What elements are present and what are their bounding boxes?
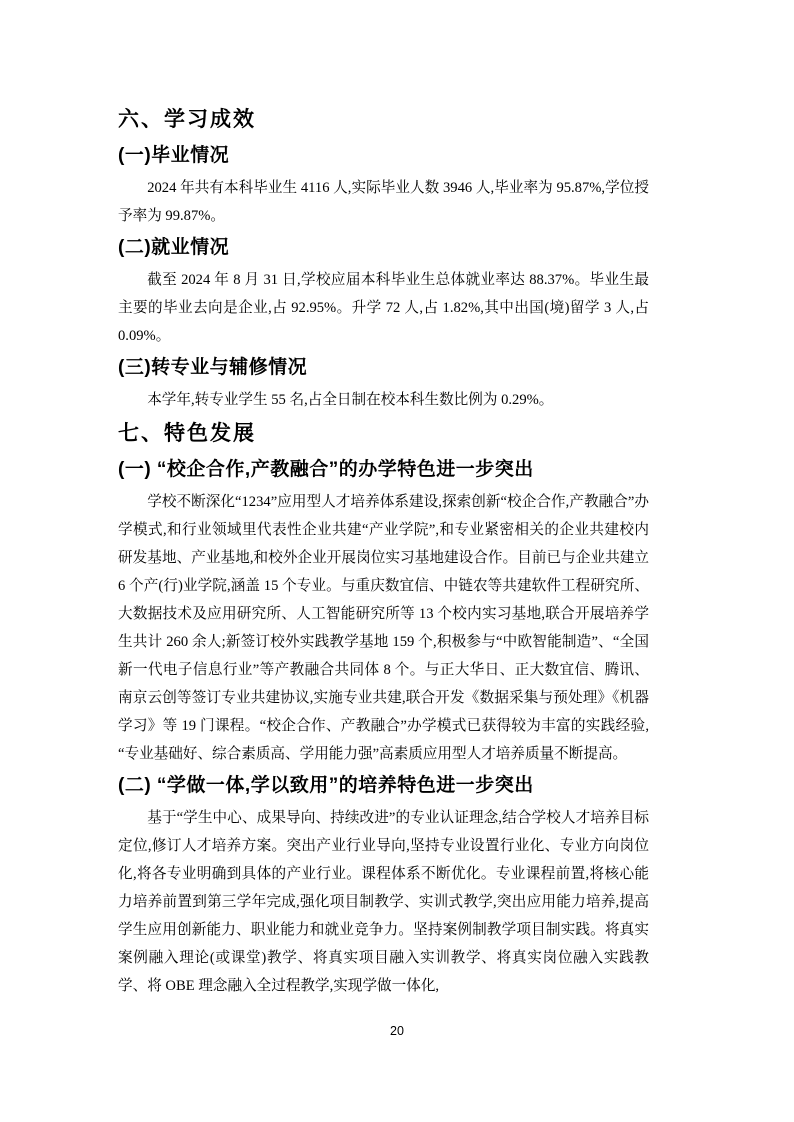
subsection-heading-school-enterprise: (一) “校企合作,产教融合”的办学特色进一步突出 — [118, 459, 534, 480]
chapter-heading-learning-outcomes: 六、学习成效 — [118, 108, 256, 131]
chapter-heading-distinctive-development: 七、特色发展 — [118, 422, 256, 445]
subsection-heading-major-transfer: (三)转专业与辅修情况 — [118, 357, 308, 378]
subsection-heading-learning-by-doing: (二) “学做一体,学以致用”的培养特色进一步突出 — [118, 775, 534, 796]
paragraph-major-transfer: 本学年,转专业学生 55 名,占全日制在校本科生数比例为 0.29%。 — [147, 392, 554, 408]
document-content — [118, 100, 649, 1000]
paragraph-school-enterprise: 学校不断深化“1234”应用型人才培养体系建设,探索创新“校企合作,产教融合”办学模式,和行业领域里代表性企业共建“产业学院”,和专业紧密相关的企业共建校内研发基地、产业基地,和校外企业开展岗位实习基地建设合作。目前已与企业共建立 6 个产(行)业学院,涵盖 15 个专业。与重庆数宜信、中链农等共建软件工程研究所、大数据技术及应用研究所、人工智能研究所等 13 个校内实习基地,联合开展培养学生共计 260 余人;新签订校外实践教学基地 159 个,积极参与“中欧智能制造”、“全国新一代电子信息行业”等产教融合共同体 8 个。与正大华日、正大数宜信、腾讯、南京云创等签订专业共建协议,实施专业共建,联合开发《数据采集与预处理》《机器学习》等 19 门课程。“校企合作、产教融合”办学模式已获得较为丰富的实践经验,“专业基础好、综合素质高、学用能力强”高素质应用型人才培养质量不断提高。 — [118, 494, 649, 762]
paragraph-learning-by-doing: 基于“学生中心、成果导向、持续改进”的专业认证理念,结合学校人才培养目标定位,修订人才培养方案。突出产业行业导向,坚持专业设置行业化、专业方向岗位化,将各专业明确到具体的产业行业。课程体系不断优化。专业课程前置,将核心能力培养前置到第三学年完成,强化项目制教学、实训式教学,突出应用能力培养,提高学生应用创新能力、职业能力和就业竞争力。坚持案例制教学项目制实践。将真实案例融入理论(或课堂)教学、将真实项目融入实训教学、将真实岗位融入实践教学、将 OBE 理念融入全过程教学,实现学做一体化, — [118, 810, 649, 994]
paragraph-graduation: 2024 年共有本科毕业生 4116 人,实际毕业人数 3946 人,毕业率为 95.87%,学位授予率为 99.87%。 — [118, 180, 649, 224]
page-number: 20 — [390, 1024, 404, 1038]
paragraph-employment: 截至 2024 年 8 月 31 日,学校应届本科毕业生总体就业率达 88.37%。毕业生最主要的毕业去向是企业,占 92.95%。升学 72 人,占 1.82%,其中出国(境)留学 3 人,占 0.09%。 — [118, 272, 649, 344]
subsection-heading-employment: (二)就业情况 — [118, 237, 230, 258]
subsection-heading-graduation: (一)毕业情况 — [118, 145, 230, 166]
